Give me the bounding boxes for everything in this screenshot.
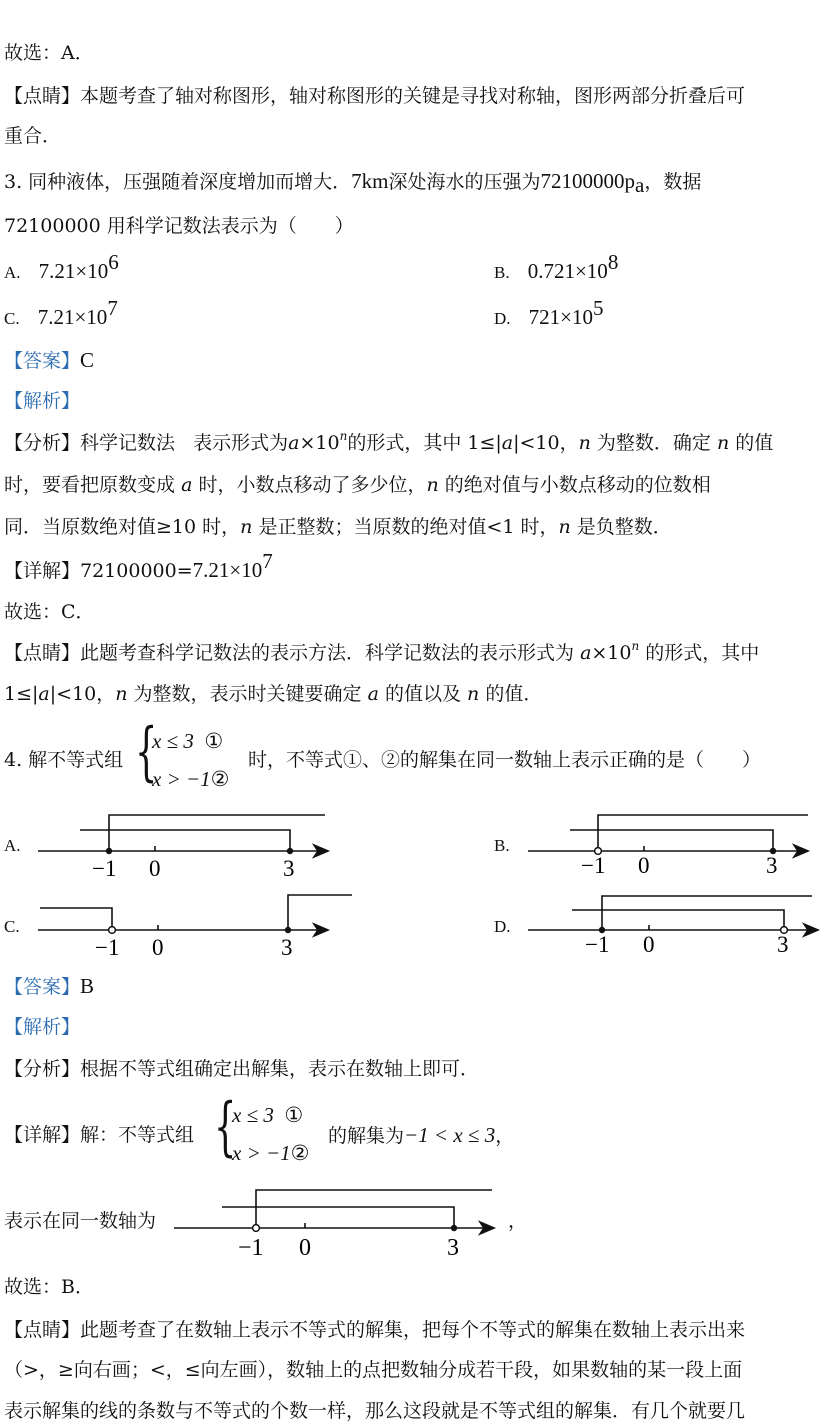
dot-3-filled	[451, 1225, 457, 1231]
brace-icon: {	[135, 715, 158, 789]
q4-detail-axis-text: 表示在同一数轴为	[4, 1210, 157, 1232]
q4-detail-numberline	[170, 1178, 530, 1268]
q4-detail-b: 的解集为−1 < x ≤ 3，	[328, 1123, 515, 1147]
q4-comment-line3: 表示解集的线的条数与不等式的个数一样，那么这段就是不等式组的解集．有几个就要几	[4, 1400, 746, 1422]
q3-comment-line1: 【点睛】此题考查科学记数法的表示方法．科学记数法的表示形式为 $a\times 10^n$ 的形式，其中	[4, 639, 760, 664]
dot-3-filled	[285, 927, 291, 933]
tick-label-minus1: −1	[581, 853, 606, 878]
q3-option-a[interactable]: A. $7.21\times 10^6$	[4, 250, 119, 283]
tick-label-3: 3	[766, 853, 778, 878]
q4-option-d-numberline[interactable]	[500, 880, 830, 970]
q4-option-d-label[interactable]: D.	[494, 917, 511, 936]
tick-label-3: 3	[281, 935, 293, 960]
tick-label-0: 0	[643, 932, 655, 957]
ray-right-from-minus1	[109, 815, 325, 849]
ray-right-from-3	[288, 895, 352, 928]
q4-stem-a: 4. 解不等式组	[4, 749, 124, 771]
q3-choice: 故选：C．	[4, 601, 95, 623]
q4-detail-ineq1: x ≤ 3 ①	[232, 1103, 304, 1127]
q2-comment-cont: 重合．	[4, 125, 62, 147]
q4-detail-a: 【详解】解：不等式组	[4, 1124, 195, 1146]
q4-fenxi: 【分析】根据不等式组确定出解集，表示在数轴上即可．	[4, 1058, 480, 1080]
dot-3-filled	[287, 848, 293, 854]
brace-icon: {	[214, 1090, 237, 1164]
q4-comment-line2: （>，≥向右画；<，≤向左画），数轴上的点把数轴分成若干段，如果数轴的某一段上面	[4, 1359, 743, 1381]
q4-ineq2: x > −1②	[152, 767, 230, 791]
tick-label-3: 3	[283, 856, 295, 881]
dot-minus1-filled	[106, 848, 112, 854]
ray-right-from-minus1	[602, 896, 812, 928]
q2-choice: 故选：A．	[4, 42, 94, 64]
ray-left-from-3	[80, 830, 290, 849]
q3-analysis-tag: 【解析】	[4, 390, 81, 412]
dot-minus1-open	[109, 927, 116, 934]
q3-fenxi-line2: 时，要看把原数变成 a 时，小数点移动了多少位，n 的绝对值与小数点移动的位数相	[4, 474, 711, 496]
q3-stem-line2: 72100000 用科学记数法表示为（ ）	[4, 215, 354, 237]
ray-left-from-3	[572, 910, 784, 926]
tick-label-minus1: −1	[585, 932, 610, 957]
q4-answer: 【答案】B	[4, 974, 95, 998]
q4-ineq1: x ≤ 3 ①	[152, 729, 224, 753]
q3-detail: 【详解】$72100000=7.21\times 10^7$	[4, 549, 273, 582]
q3-option-c[interactable]: C. $7.21\times 10^7$	[4, 296, 118, 329]
q4-detail-ineq2: x > −1②	[232, 1141, 310, 1165]
dot-minus1-open	[253, 1225, 260, 1232]
tick-label-3: 3	[777, 932, 789, 957]
q3-option-d[interactable]: D. $721\times 10^5$	[494, 296, 604, 329]
q3-comment-line2: 1≤|a|<10，n 为整数，表示时关键要确定 a 的值以及 n 的值．	[4, 683, 543, 705]
tick-label-0: 0	[299, 1235, 311, 1261]
q4-option-c-numberline[interactable]	[0, 880, 360, 970]
q4-detail-axis-comma: ，	[508, 1210, 528, 1232]
q4-option-b-numberline[interactable]	[500, 800, 830, 890]
q4-comment-line1: 【点睛】此题考查了在数轴上表示不等式的解集，把每个不等式的解集在数轴上表示出来	[4, 1319, 746, 1341]
q4-analysis-tag: 【解析】	[4, 1016, 81, 1038]
q2-comment: 【点睛】本题考查了轴对称图形，轴对称图形的关键是寻找对称轴，图形两部分折叠后可	[4, 85, 746, 107]
ray-right-from-minus1	[598, 815, 808, 847]
tick-label-3: 3	[447, 1235, 459, 1261]
tick-label-0: 0	[149, 856, 161, 881]
tick-label-minus1: −1	[95, 935, 120, 960]
q4-choice: 故选：B．	[4, 1276, 94, 1298]
q3-answer: 【答案】C	[4, 348, 95, 372]
tick-label-minus1: −1	[92, 856, 117, 881]
q4-option-a-numberline[interactable]	[0, 800, 360, 890]
q3-fenxi-line1: 【分析】科学记数法 表示形式为$a\times 10^n$的形式，其中 1≤|a|<10，n 为整数．确定 n 的值	[4, 429, 774, 454]
q4-option-c-label[interactable]: C.	[4, 917, 20, 936]
q4-stem-b: 时，不等式①、②的解集在同一数轴上表示正确的是（ ）	[248, 749, 762, 771]
q3-option-b[interactable]: B. $0.721\times 10^8$	[494, 250, 619, 283]
ray-left-from-3	[570, 830, 773, 849]
q3-fenxi-line3: 同．当原数绝对值≥10 时，n 是正整数；当原数的绝对值<1 时，n 是负整数．	[4, 516, 672, 538]
tick-label-0: 0	[152, 935, 164, 960]
q4-option-a-label[interactable]: A.	[4, 836, 21, 855]
tick-label-minus1: −1	[238, 1235, 264, 1261]
tick-label-0: 0	[638, 853, 650, 878]
q4-option-b-label[interactable]: B.	[494, 836, 510, 855]
ray-left-from-minus1	[40, 908, 112, 926]
q3-stem: 3. 同种液体，压强随着深度增加而增大．7km深处海水的压强为$72100000p_a$，数据	[4, 169, 702, 197]
